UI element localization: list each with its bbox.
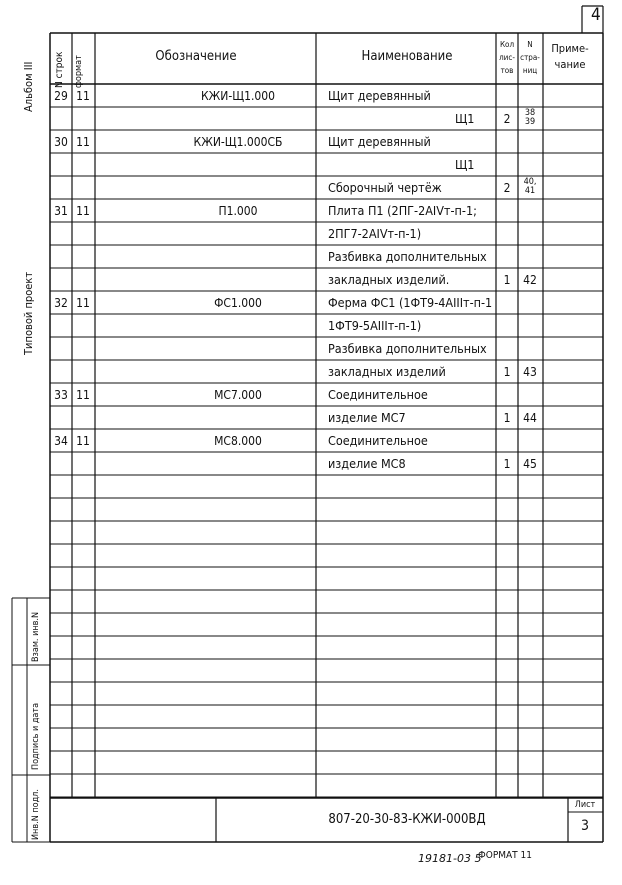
side-label-album: Альбом III	[22, 61, 35, 112]
row-name: Щ1	[455, 157, 475, 172]
row-page: 43	[523, 365, 537, 379]
row-name: 2ПГ7-2АIVт-п-1)	[328, 226, 422, 241]
row-qty: 1	[503, 273, 511, 287]
header-page-1: N	[527, 40, 533, 49]
row-page: 42	[523, 273, 537, 287]
sheet-value: 3	[580, 818, 590, 834]
row-name: закладных изделий.	[328, 272, 450, 287]
row-name: Сборочный чертёж	[328, 180, 442, 195]
row-qty: 2	[503, 181, 511, 195]
row-page: 40, 41	[523, 177, 537, 196]
row-number: 30	[54, 135, 68, 149]
side-label-sign-date: Подпись и дата	[31, 702, 41, 770]
sheet-label: Лист	[574, 800, 596, 810]
row-designation: КЖИ-Щ1.000	[201, 89, 275, 103]
row-name: изделие МС8	[328, 456, 406, 471]
row-name: 1ФТ9-5АIIIт-п-1)	[328, 318, 422, 333]
header-note-2: чание	[554, 58, 586, 71]
row-format: 11	[76, 388, 90, 402]
row-format: 11	[76, 204, 90, 218]
side-label-inv-replace: Взам. инв.N	[31, 611, 41, 662]
header-designation: Обозначение	[155, 49, 237, 64]
row-page: 45	[523, 457, 537, 471]
row-format: 11	[76, 89, 90, 103]
row-name: изделие МС7	[328, 410, 406, 425]
row-qty: 2	[503, 112, 511, 126]
row-name: закладных изделий	[328, 364, 446, 379]
row-name: Соединительное	[328, 387, 428, 402]
row-page: 44	[523, 411, 537, 425]
row-name: Щит деревянный	[328, 88, 431, 103]
row-qty: 1	[503, 365, 511, 379]
row-format: 11	[76, 296, 90, 310]
row-qty: 1	[503, 411, 511, 425]
row-designation: ФС1.000	[214, 296, 262, 310]
side-label-inv-orig: Инв.N подл.	[31, 789, 41, 840]
row-designation: П1.000	[218, 204, 258, 218]
header-name: Наименование	[361, 49, 453, 64]
row-number: 33	[54, 388, 68, 402]
row-designation: МС7.000	[214, 388, 262, 402]
format-label: ФОРМАТ 11	[478, 850, 532, 861]
row-number: 34	[54, 434, 68, 448]
row-name: Разбивка дополнительных	[328, 341, 487, 356]
row-number: 31	[54, 204, 68, 218]
row-name: Соединительное	[328, 433, 428, 448]
row-name: Ферма ФС1 (1ФТ9-4АIIIт-п-1	[328, 295, 493, 310]
row-name: Плита П1 (2ПГ-2АIVт-п-1;	[328, 203, 477, 218]
row-number: 32	[54, 296, 68, 310]
row-designation: МС8.000	[214, 434, 262, 448]
row-format: 11	[76, 135, 90, 149]
row-number: 29	[54, 89, 68, 103]
header-format: формат	[74, 55, 84, 88]
row-format: 11	[76, 434, 90, 448]
header-page-3: ниц	[522, 66, 538, 75]
header-qty-1: Кол	[499, 40, 515, 49]
header-note-1: Приме-	[551, 42, 589, 55]
row-name: Щит деревянный	[328, 134, 431, 149]
header-row-no: N строк	[54, 51, 65, 88]
header-qty-3: тов	[500, 66, 514, 75]
order-number: 19181-03 5	[418, 852, 482, 865]
row-name: Щ1	[455, 111, 475, 126]
side-label-project: Типовой проект	[22, 271, 35, 355]
row-page: 38 39	[524, 108, 536, 127]
header-page-2: стра-	[520, 53, 540, 62]
row-name: Разбивка дополнительных	[328, 249, 487, 264]
document-code: 807-20-30-83-КЖИ-000ВД	[328, 812, 486, 827]
row-qty: 1	[503, 457, 511, 471]
row-designation: КЖИ-Щ1.000СБ	[193, 135, 283, 149]
header-qty-2: лис-	[499, 53, 515, 62]
sheet-number: 4	[591, 5, 601, 25]
